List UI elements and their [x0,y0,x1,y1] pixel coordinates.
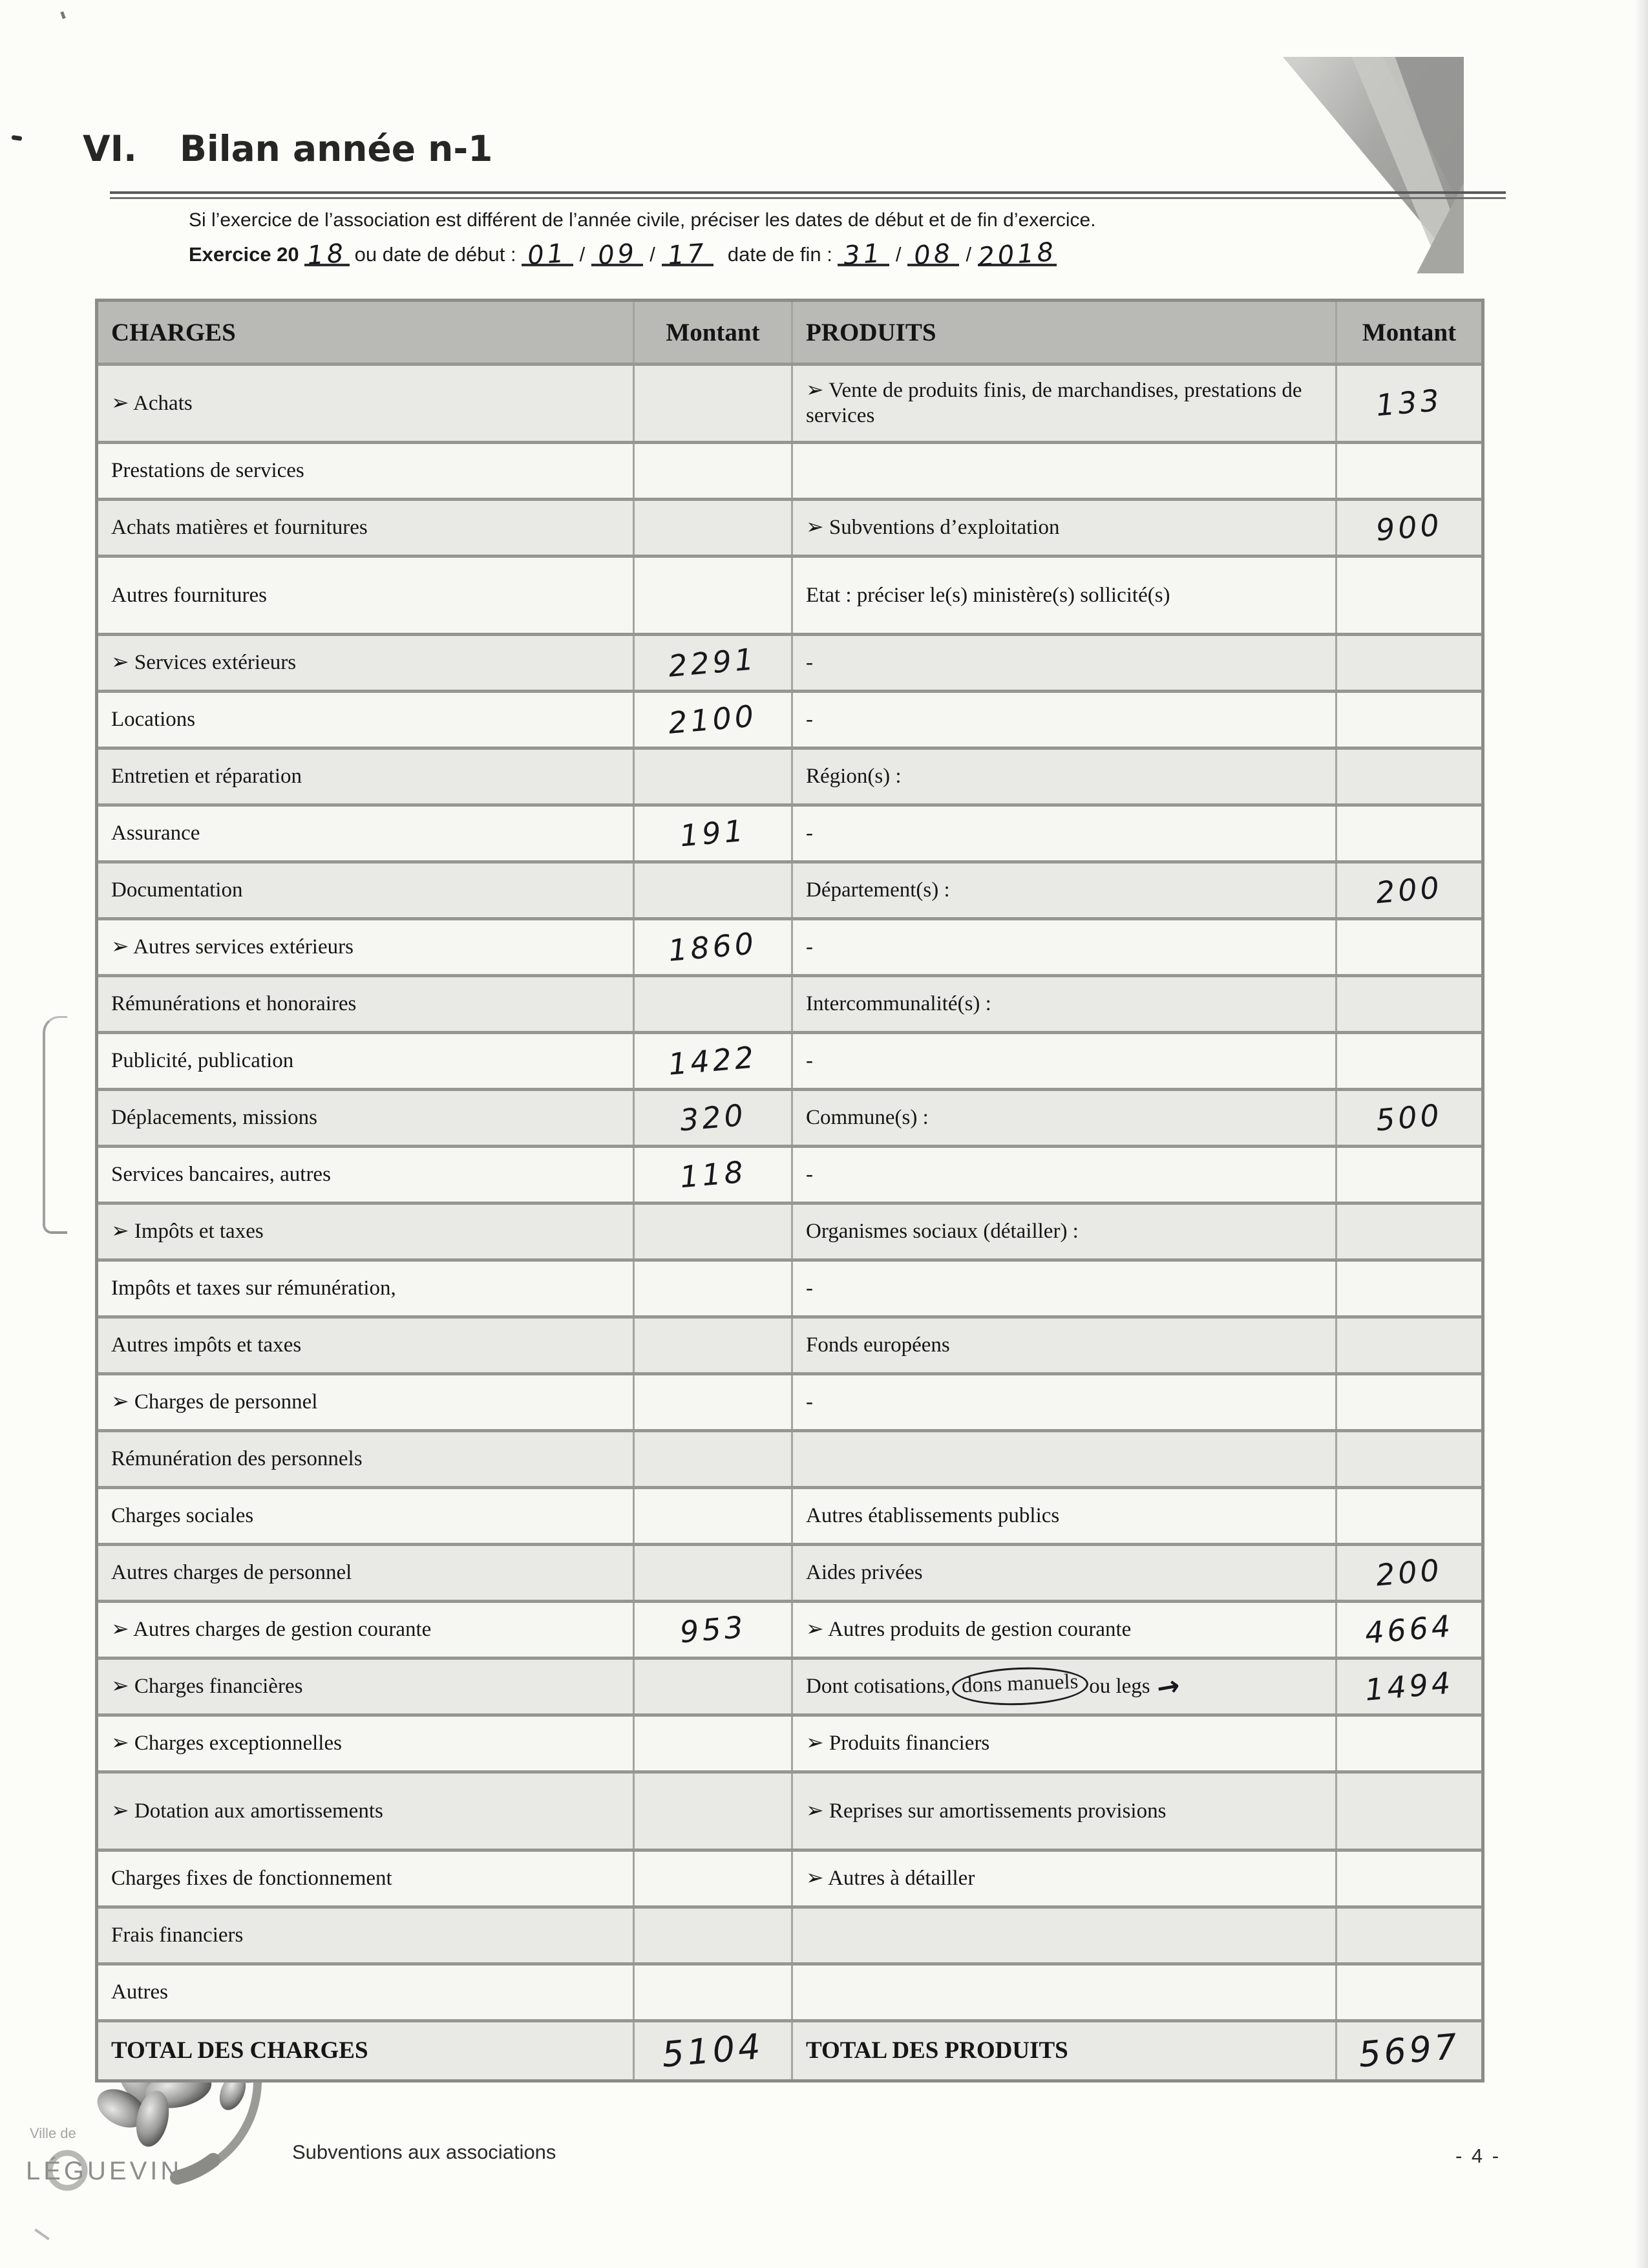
table-row [98,1966,1481,2022]
charges-label-cell [98,1909,635,1962]
charges-label-cell [98,1489,635,1543]
section-title: Bilan année n-1 [179,128,493,169]
charges-amount-cell [635,1603,793,1657]
produits-amount-cell [1337,1966,1481,2019]
charges-label: ➢ Autres services extérieurs [111,935,354,959]
table-row [98,501,1481,558]
handwritten-charges-amount: 953 [678,1609,748,1650]
scan-artifact [60,11,65,19]
produits-amount-cell [1337,977,1481,1031]
table-row [98,1262,1481,1319]
charges-amount-cell [635,1319,793,1372]
charges-amount-cell [635,1660,793,1713]
produits-label-cell [793,1262,1337,1315]
exercice-year-field [304,238,350,271]
produits-label: - [806,651,813,675]
produits-label: Commune(s) : [806,1106,929,1130]
produits-label: - [806,821,813,845]
table-row [98,807,1481,864]
handwritten-year: 18 [306,238,348,271]
produits-label-cell [793,1148,1337,1202]
produits-amount-cell [1337,1489,1481,1543]
charges-label-cell [98,1091,635,1145]
intro-text: Si l’exercice de l’association est différent de l’année civile, préciser les dates de début et de fin d’exercice. [189,209,1096,231]
date-separator: / [650,243,655,266]
charges-label-cell [98,1034,635,1088]
charges-amount-cell [635,920,793,974]
handwritten-fin-year: 2018 [977,237,1058,273]
produits-label-cell [793,1717,1337,1770]
table-row [98,1603,1481,1660]
charges-amount-cell [635,501,793,555]
produits-label-cell [793,1909,1337,1962]
produits-amount-cell [1337,864,1481,917]
produits-label-cell [793,1660,1337,1713]
produits-label: ➢ Autres produits de gestion courante [806,1618,1132,1642]
charges-label-cell [98,693,635,747]
produits-amount-cell [1337,1319,1481,1372]
fin-day-field [838,238,889,271]
produits-label: - [806,1390,813,1414]
table-row [98,1852,1481,1909]
charges-amount-cell [635,1205,793,1258]
charges-label-cell [98,1603,635,1657]
produits-amount-cell [1337,1262,1481,1315]
handwritten-charges-amount: 191 [678,812,748,854]
charges-label-cell [98,1660,635,1713]
logo-brand-small: Ville de [30,2125,76,2141]
produits-label-cell [793,977,1337,1031]
produits-label: Organismes sociaux (détailler) : [806,1220,1079,1244]
table-row [98,2022,1481,2079]
charges-label: ➢ Charges financières [111,1675,303,1699]
produits-label-cell [793,1603,1337,1657]
table-row [98,1546,1481,1603]
produits-label-cell [793,750,1337,803]
produits-amount-cell [1337,366,1481,441]
charges-label-cell [98,501,635,555]
table-row [98,1774,1481,1852]
charges-label-cell [98,1148,635,1202]
produits-label-cell [793,1205,1337,1258]
charges-label: Services bancaires, autres [111,1163,331,1187]
produits-label-cell [793,501,1337,555]
charges-label-cell [98,750,635,803]
scan-artifact [34,2229,50,2240]
footer-page-number: - 4 - [1455,2145,1501,2167]
charges-label-cell [98,1319,635,1372]
charges-label: Publicité, publication [111,1049,294,1073]
charges-label-cell [98,807,635,860]
debut-month-field [591,238,643,271]
produits-label: - [806,935,813,959]
produits-label: Région(s) : [806,765,902,789]
charges-label: Assurance [111,821,200,845]
charges-label: ➢ Achats [111,391,193,415]
produits-label-cell [793,920,1337,974]
charges-label: Charges sociales [111,1504,254,1528]
charges-amount-cell [635,807,793,860]
charges-label: ➢ Charges exceptionnelles [111,1732,342,1755]
charges-label-cell [98,1546,635,1600]
table-row [98,920,1481,977]
produits-label-cell [793,558,1337,633]
produits-header: PRODUITS [793,302,1337,363]
charges-amount-cell [635,1091,793,1145]
fin-label: date de fin : [727,243,832,266]
charges-amount-cell [635,864,793,917]
charges-label: ➢ Impôts et taxes [111,1220,264,1244]
table-header-row [98,302,1481,366]
handwritten-debut-year: 17 [667,238,709,271]
charges-amount-cell [635,977,793,1031]
handwritten-fin-day: 31 [843,238,885,271]
charges-label: Documentation [111,878,243,902]
produits-label-cell [793,636,1337,690]
charges-amount-cell [635,1774,793,1849]
produits-label-cell [793,2022,1337,2079]
charges-amount-cell [635,1034,793,1088]
table-row [98,1205,1481,1262]
produits-amount-cell [1337,558,1481,633]
charges-amount-cell [635,1909,793,1962]
handwritten-produits-amount: 133 [1374,382,1444,423]
table-row [98,750,1481,807]
handwritten-charges-amount: 320 [678,1097,748,1138]
produits-label-cell [793,807,1337,860]
table-row [98,693,1481,750]
charges-label-cell [98,1774,635,1849]
produits-amount-cell [1337,1034,1481,1088]
produits-amount-cell [1337,1909,1481,1962]
produits-label: ➢ Produits financiers [806,1732,990,1755]
charges-label: ➢ Autres charges de gestion courante [111,1618,432,1642]
charges-label-cell [98,864,635,917]
charges-montant-header: Montant [635,302,793,363]
produits-amount-cell [1337,1375,1481,1429]
charges-amount-cell [635,1375,793,1429]
handwritten-charges-amount: 2291 [667,641,759,684]
pen-circled-text: dons manuels [951,1666,1088,1708]
charges-amount-cell [635,750,793,803]
produits-label-part: ou legs [1089,1675,1150,1699]
produits-label: Autres établissements publics [806,1504,1060,1528]
charges-label: Autres impôts et taxes [111,1333,302,1357]
handwritten-produits-amount: 200 [1374,1552,1444,1593]
produits-label: Intercommunalité(s) : [806,992,991,1016]
produits-amount-cell [1337,1148,1481,1202]
charges-label: Rémunération des personnels [111,1447,363,1471]
charges-label: Déplacements, missions [111,1106,317,1130]
charges-amount-cell [635,366,793,441]
exercice-label: Exercice 20 [189,243,299,266]
section-number: VI. [83,128,137,169]
exercice-line [189,237,1062,273]
produits-label-cell [793,1375,1337,1429]
handwritten-produits-amount: 1494 [1363,1664,1455,1708]
page-title [83,128,492,169]
produits-montant-header: Montant [1362,318,1457,346]
debut-year-field [662,238,713,271]
table-row [98,366,1481,444]
produits-label: - [806,1049,813,1073]
table-row [98,1375,1481,1432]
table-row [98,1432,1481,1489]
charges-amount-cell [635,1489,793,1543]
pen-arrow: → [1154,1669,1182,1704]
charges-label: Autres fournitures [111,583,268,607]
date-separator: / [966,243,972,266]
table-row [98,1909,1481,1966]
corner-decoration-graphic [1283,57,1464,273]
produits-amount-cell [1337,1774,1481,1849]
produits-label-cell [793,1319,1337,1372]
produits-label: ➢ Vente de produits finis, de marchandises, prestations de services [806,379,1302,427]
handwritten-produits-amount: 500 [1374,1097,1444,1138]
produits-amount-cell [1337,1603,1481,1657]
charges-label-cell [98,1966,635,2019]
produits-amount-cell [1337,693,1481,747]
produits-label-cell [793,1546,1337,1600]
produits-amount-cell [1337,1091,1481,1145]
table-row [98,1489,1481,1546]
produits-label-part: Dont cotisations, [806,1675,951,1699]
charges-label-cell [98,2022,635,2079]
charges-label-cell [98,1717,635,1770]
handwritten-charges-amount: 118 [678,1154,748,1195]
produits-label: ➢ Autres à détailler [806,1867,975,1891]
handwritten-produits-amount: 4664 [1363,1607,1455,1651]
charges-amount-cell [635,2022,793,2079]
logo-brand: LÉGUEVIN [26,2157,183,2185]
charges-label-cell [98,977,635,1031]
produits-label-cell [793,1432,1337,1486]
produits-label-cell [793,1852,1337,1905]
produits-label-cell [793,1091,1337,1145]
charges-label: Entretien et réparation [111,765,302,789]
produits-label: Département(s) : [806,878,950,902]
produits-label-cell [793,444,1337,498]
charges-amount-cell [635,636,793,690]
produits-label-cell [793,1774,1337,1849]
table-row [98,1148,1481,1205]
produits-amount-cell [1337,1205,1481,1258]
fin-month-field [907,238,959,271]
bilan-table [95,299,1484,2083]
charges-amount-cell [635,1852,793,1905]
produits-label: ➢ Reprises sur amortissements provisions [806,1799,1167,1823]
table-row [98,636,1481,693]
charges-label: ➢ Charges de personnel [111,1390,318,1414]
charges-label-cell [98,1205,635,1258]
charges-label-cell [98,1375,635,1429]
paper-edge-shadow [1635,0,1648,2268]
scan-artifact [12,135,23,141]
charges-amount-cell [635,1148,793,1202]
table-row [98,1034,1481,1091]
fin-year-field [977,237,1058,273]
produits-label-cell [793,1966,1337,2019]
bilan-table-body [98,366,1481,2079]
charges-amount-cell [635,1717,793,1770]
produits-amount-cell [1337,1660,1481,1713]
charges-label: Charges fixes de fonctionnement [111,1867,392,1891]
table-row [98,864,1481,920]
charges-label: Autres charges de personnel [111,1561,352,1585]
produits-amount-cell [1337,1432,1481,1486]
produits-amount-cell [1337,501,1481,555]
charges-label-cell [98,920,635,974]
footer-doc-label: Subventions aux associations [292,2141,556,2163]
table-row [98,444,1481,501]
produits-label: Fonds européens [806,1333,950,1357]
date-separator: / [579,243,586,266]
debut-label: ou date de début : [354,243,516,266]
table-row [98,558,1481,636]
table-row [98,1660,1481,1717]
charges-label: Achats matières et fournitures [111,516,368,540]
produits-amount-cell [1337,807,1481,860]
produits-amount-cell [1337,1852,1481,1905]
charges-label: Locations [111,708,196,732]
produits-label-cell [793,1034,1337,1088]
produits-amount-cell [1337,920,1481,974]
produits-amount-cell [1337,1717,1481,1770]
produits-amount-cell [1337,750,1481,803]
charges-label-cell [98,558,635,633]
charges-label: ➢ Services extérieurs [111,651,297,675]
produits-label: Etat : préciser le(s) ministère(s) sollicité(s) [806,583,1170,607]
title-divider [110,191,1506,199]
charges-label-cell [98,1852,635,1905]
charges-label: Impôts et taxes sur rémunération, [111,1277,396,1300]
charges-amount-cell [635,1546,793,1600]
handwritten-charges-amount: 2100 [667,697,759,741]
handwritten-fin-month: 08 [913,238,955,271]
produits-amount-cell [1337,636,1481,690]
charges-label-cell [98,444,635,498]
pen-margin-mark [43,1016,67,1234]
charges-label: TOTAL DES CHARGES [111,2037,368,2064]
handwritten-produits-amount: 5697 [1357,2025,1462,2075]
table-row [98,1319,1481,1375]
produits-amount-cell [1337,2022,1481,2079]
produits-label: - [806,1277,813,1300]
table-row [98,1091,1481,1148]
charges-amount-cell [635,1262,793,1315]
produits-label: ➢ Subventions d’exploitation [806,516,1060,540]
charges-amount-cell [635,1432,793,1486]
handwritten-produits-amount: 900 [1374,507,1444,548]
debut-day-field [522,238,573,271]
logo-swoosh-tail [177,2160,213,2178]
handwritten-charges-amount: 1422 [667,1039,759,1082]
charges-amount-cell [635,444,793,498]
charges-label: Prestations de services [111,459,304,483]
charges-amount-cell [635,558,793,633]
charges-label: Rémunérations et honoraires [111,992,357,1016]
table-row [98,1717,1481,1774]
handwritten-charges-amount: 5104 [660,2025,766,2075]
table-row [98,977,1481,1034]
produits-label: - [806,708,813,732]
handwritten-debut-day: 01 [526,238,568,271]
charges-amount-cell [635,693,793,747]
handwritten-debut-month: 09 [597,238,639,271]
charges-label-cell [98,636,635,690]
charges-label-cell [98,1262,635,1315]
handwritten-charges-amount: 1860 [667,925,759,968]
produits-label-cell [793,693,1337,747]
produits-amount-cell [1337,444,1481,498]
produits-label: TOTAL DES PRODUITS [806,2037,1068,2064]
charges-label: Autres [111,1980,168,2004]
charges-amount-cell [635,1966,793,2019]
charges-label-cell [98,366,635,441]
charges-label: ➢ Dotation aux amortissements [111,1799,383,1823]
charges-header: CHARGES [98,302,635,363]
produits-label-cell [793,1489,1337,1543]
handwritten-produits-amount: 200 [1374,869,1444,911]
produits-label-cell [793,864,1337,917]
produits-label-cell [793,366,1337,441]
produits-label: Aides privées [806,1561,923,1585]
charges-label-cell [98,1432,635,1486]
charges-label: Frais financiers [111,1924,244,1947]
date-separator: / [895,243,902,266]
produits-label: - [806,1163,813,1187]
produits-amount-cell [1337,1546,1481,1600]
